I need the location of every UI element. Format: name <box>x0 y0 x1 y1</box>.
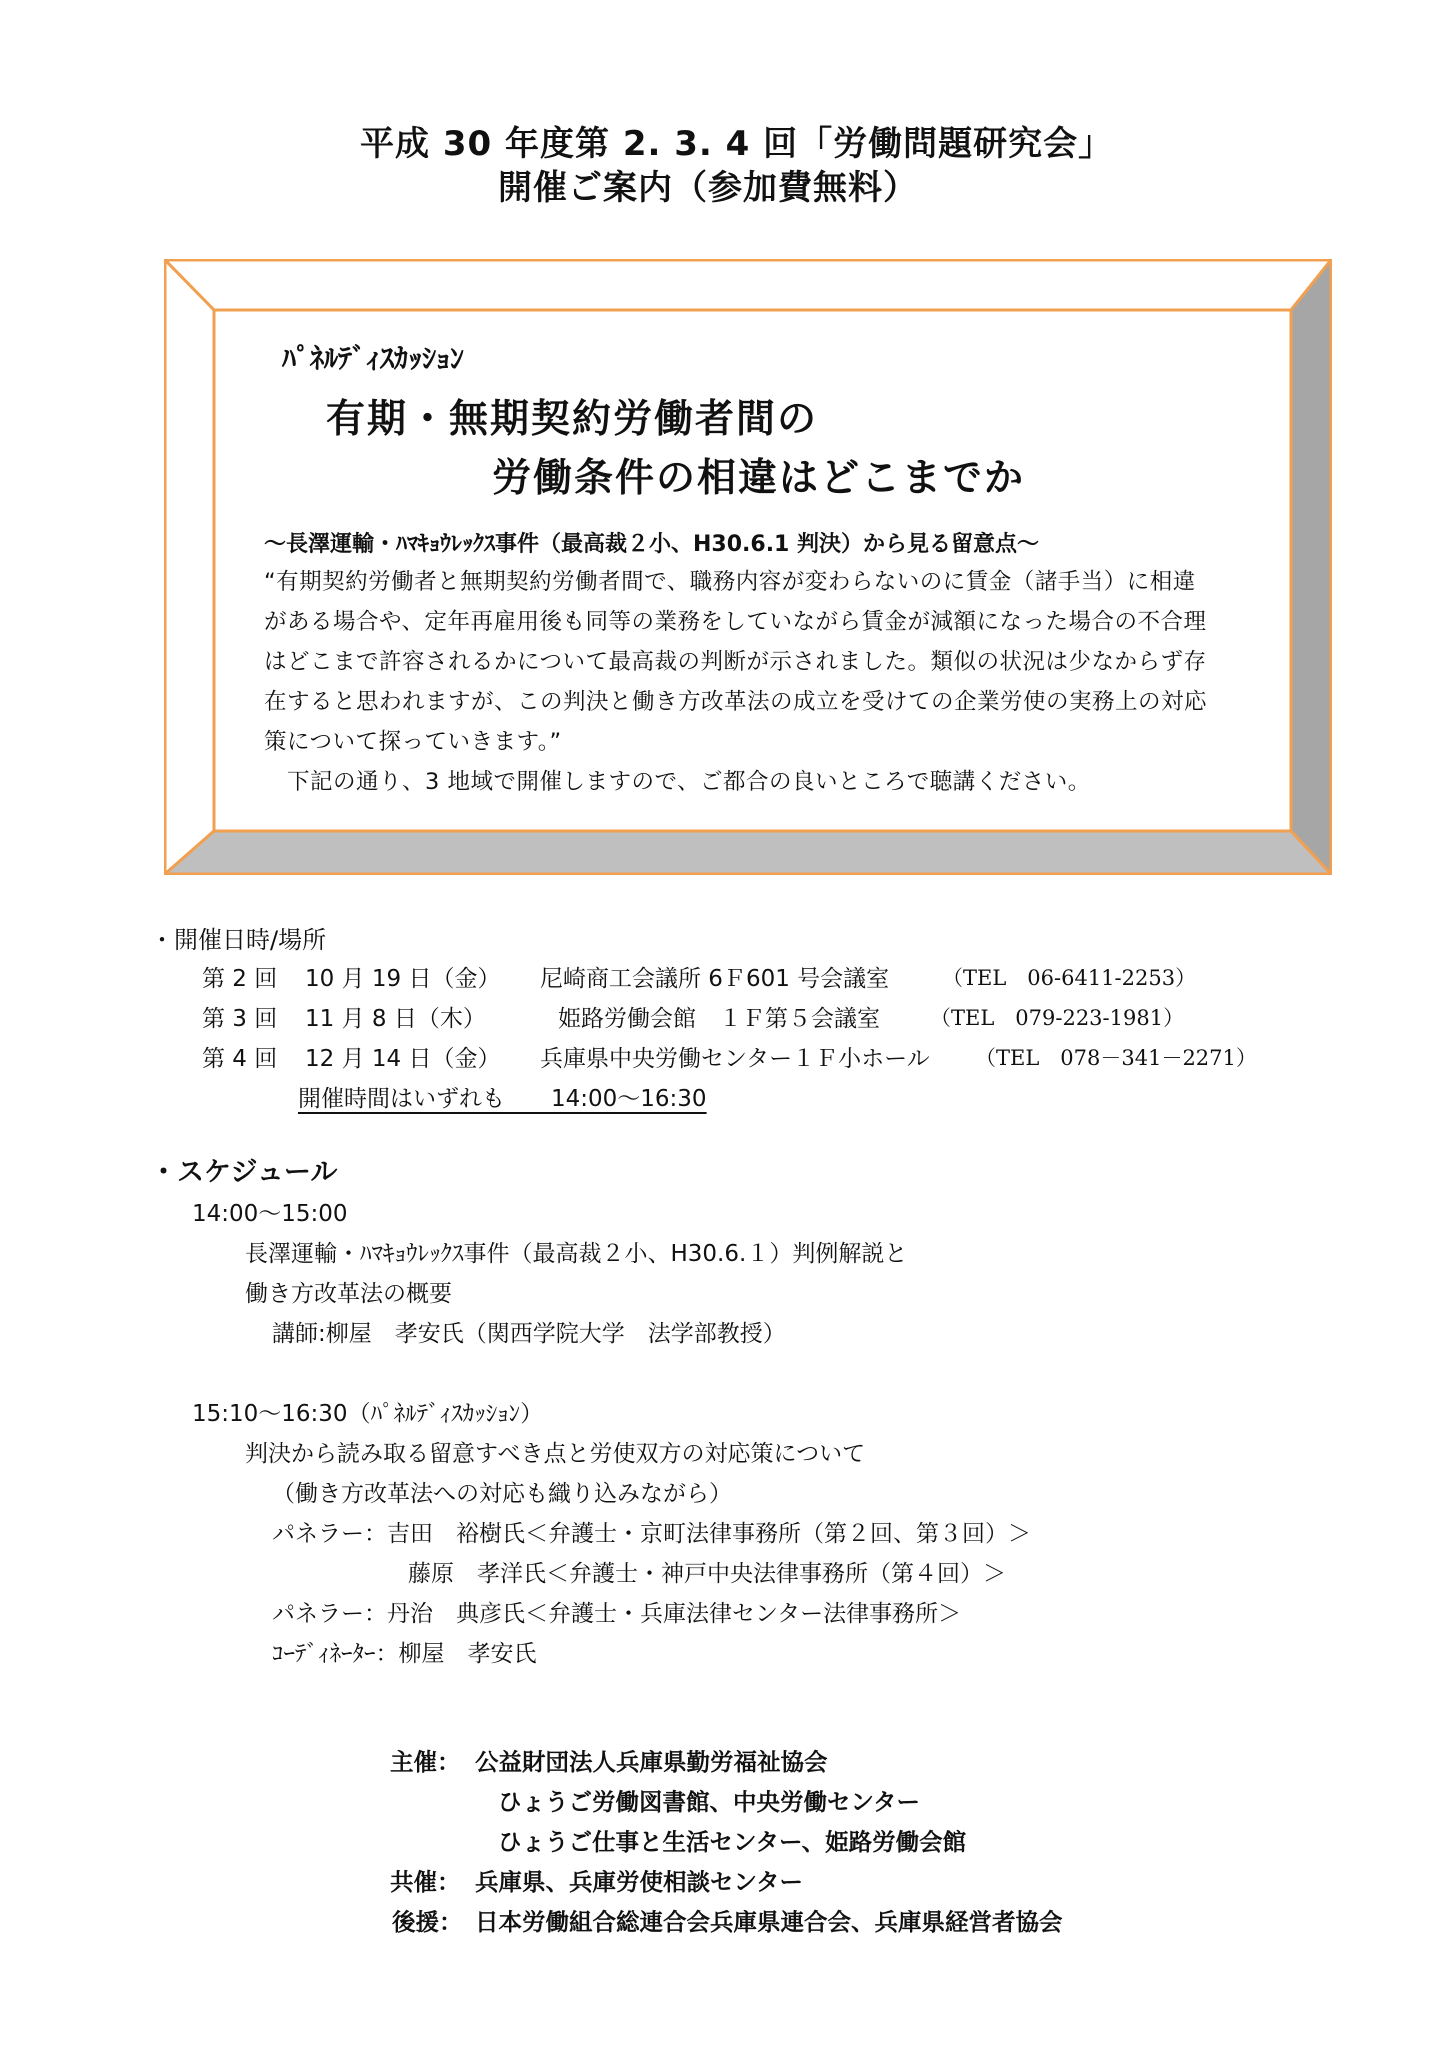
schedule-lecturer: 講師:柳屋 孝安氏（関西学院大学 法学部教授） <box>272 1321 786 1347</box>
panel-body-line: 策について探っていきます。” <box>264 729 562 755</box>
venue-date: 11 月 8 日（木） <box>305 1006 486 1032</box>
venue-date: 12 月 14 日（金） <box>305 1046 501 1072</box>
time-note: 開催時間はいずれも 14:00～16:30 <box>298 1086 707 1112</box>
schedule-item-2-line2: （働き方改革法への対応も織り込みながら） <box>272 1481 732 1507</box>
headline-line1: 有期・無期契約労働者間の <box>326 397 819 442</box>
host-line2: ひょうご労働図書館、中央労働センター <box>498 1788 921 1816</box>
schedule-item-2-line1: 判決から読み取る留意すべき点と労使双方の対応策について <box>245 1441 866 1467</box>
panelist-2: パネラー：丹治 典彦氏＜弁護士・兵庫法律センター法律事務所＞ <box>272 1601 962 1627</box>
venue-tel: （TEL 06-6411-2253） <box>942 966 1197 990</box>
panel-body-line: 下記の通り、3 地域で開催しますので、ご都合の良いところで聴講ください。 <box>264 769 1091 795</box>
schedule-item-1-line1: 長澤運輸・ﾊﾏｷｮｳﾚｯｸｽ事件（最高裁２小、H30.6.１）判例解説と <box>245 1241 908 1267</box>
venue-round: 第 3 回 <box>202 1006 278 1032</box>
schedule-time-2: 15:10～16:30（ﾊﾟﾈﾙﾃﾞｨｽｶｯｼｮﾝ） <box>192 1401 544 1427</box>
panel-body-line: 在すると思われますが、この判決と働き方改革法の成立を受けての企業労使の実務上の対応 <box>264 689 1208 715</box>
panelist-1b: 藤原 孝洋氏＜弁護士・神戸中央法律事務所（第４回）＞ <box>408 1561 1006 1587</box>
panel-body-line: “有期契約労働者と無期契約労働者間で、職務内容が変わらないのに賃金（諸手当）に相違 <box>264 569 1196 595</box>
support-value: 日本労働組合総連合会兵庫県連合会、兵庫県経営者協会 <box>475 1908 1063 1936</box>
host-line1: 公益財団法人兵庫県勤労福祉協会 <box>475 1748 828 1776</box>
panel-frame <box>164 259 1332 875</box>
coordinator: ｺｰﾃﾞｨﾈｰﾀｰ：柳屋 孝安氏 <box>272 1641 537 1667</box>
schedule-time-1: 14:00～15:00 <box>192 1201 348 1227</box>
venue-tel: （TEL 078－341－2271） <box>975 1046 1257 1070</box>
venue-tel: （TEL 079-223-1981） <box>930 1006 1185 1030</box>
panel-subtitle: ～長澤運輸・ﾊﾏｷｮｳﾚｯｸｽ事件（最高裁２小、H30.6.1 判決）から見る留意点～ <box>264 532 1040 557</box>
page-title-line2: 開催ご案内（参加費無料） <box>498 168 918 208</box>
venues-heading: ・開催日時/場所 <box>150 926 327 954</box>
venue-place: 尼崎商工会議所 6Ｆ601 号会議室 <box>540 966 890 992</box>
schedule-heading: ・スケジュール <box>150 1157 338 1188</box>
panelist-1: パネラー：吉田 裕樹氏＜弁護士・京町法律事務所（第２回、第３回）＞ <box>272 1521 1031 1547</box>
cohost-value: 兵庫県、兵庫労使相談センター <box>475 1868 804 1896</box>
support-label: 後援： <box>392 1908 463 1936</box>
host-label: 主催： <box>390 1748 461 1776</box>
panel-discussion-tag: ﾊﾟﾈﾙﾃﾞｨｽｶｯｼｮﾝ <box>282 342 465 375</box>
panel-body-line: がある場合や、定年再雇用後も同等の業務をしていながら賃金が減額になった場合の不合理 <box>264 609 1207 635</box>
page-title-line1: 平成 30 年度第 2. 3. 4 回「労働問題研究会」 <box>360 124 1114 164</box>
schedule-item-1-line2: 働き方改革法の概要 <box>245 1281 452 1307</box>
cohost-label: 共催： <box>390 1868 461 1896</box>
venue-round: 第 4 回 <box>202 1046 278 1072</box>
venue-round: 第 2 回 <box>202 966 278 992</box>
venue-place: 姫路労働会館 １Ｆ第５会議室 <box>558 1006 880 1032</box>
headline-line2: 労働条件の相違はどこまでか <box>492 456 1026 501</box>
venue-date: 10 月 19 日（金） <box>305 966 501 992</box>
panel-body-line: はどこまで許容されるかについて最高裁の判断が示されました。類似の状況は少なからず存 <box>264 649 1207 675</box>
host-line3: ひょうご仕事と生活センター、姫路労働会館 <box>498 1828 967 1856</box>
venue-place: 兵庫県中央労働センター１Ｆ小ホール <box>540 1046 930 1072</box>
